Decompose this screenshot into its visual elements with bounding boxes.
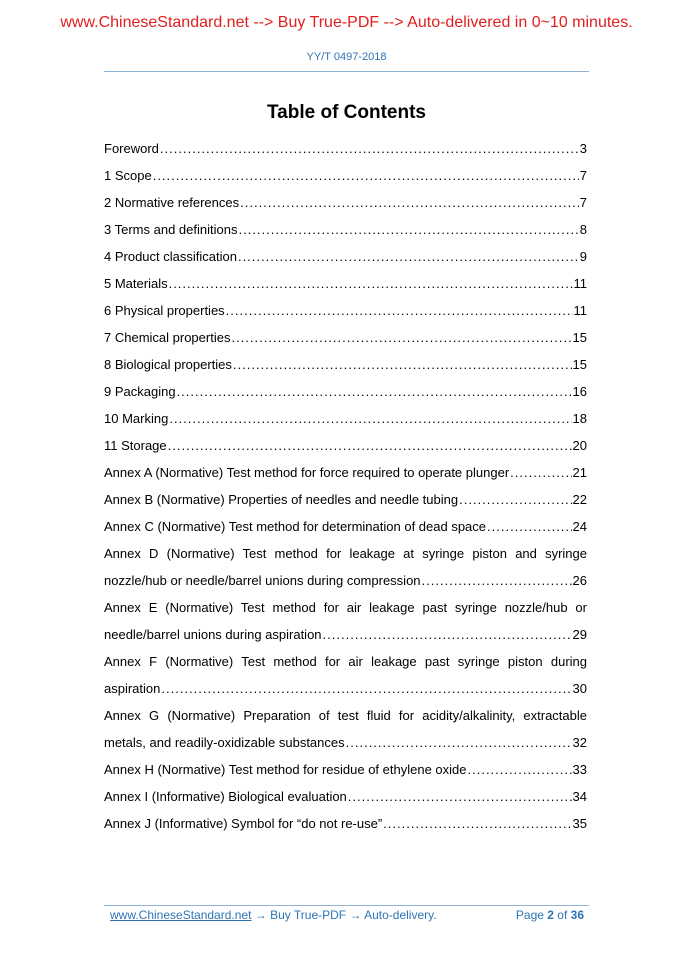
dot-leader [459, 486, 571, 513]
toc-entry[interactable] [104, 459, 587, 486]
toc-entry-page: 15 [572, 357, 587, 372]
toc-entry[interactable] [104, 594, 587, 648]
toc-entry-page: 35 [572, 816, 587, 831]
toc-entry-label: Foreword [104, 141, 159, 156]
toc-entry-label: 3 Terms and definitions [104, 222, 238, 237]
site-link[interactable]: www.ChineseStandard.net [110, 908, 252, 922]
toc-entry-line1: Annex F (Normative) Test method for air leakage past syringe piston during [104, 654, 587, 669]
toc-entry-label: needle/barrel unions during aspiration [104, 627, 322, 642]
toc-entry-page: 9 [579, 249, 587, 264]
footer-rule [104, 905, 589, 906]
toc-entry-page: 34 [572, 789, 587, 804]
toc-entry-label: 11 Storage [104, 438, 167, 453]
toc-entry[interactable] [104, 270, 587, 297]
toc-entry-label: 6 Physical properties [104, 303, 225, 318]
dot-leader [468, 756, 572, 783]
toc-entry[interactable] [104, 297, 587, 324]
toc-entry[interactable] [104, 405, 587, 432]
toc-entry-label: Annex I (Informative) Biological evaluation [104, 789, 347, 804]
toc-entry-label: 5 Materials [104, 276, 168, 291]
dot-leader [177, 378, 572, 405]
toc-entry[interactable] [104, 243, 587, 270]
dot-leader [231, 324, 571, 351]
toc-entry[interactable] [104, 810, 587, 837]
header-rule [104, 71, 589, 72]
banner-text[interactable]: www.ChineseStandard.net --> Buy True-PDF --> Auto-delivered in 0~10 minutes. [60, 14, 633, 31]
toc-entry-label: nozzle/hub or needle/barrel unions during compression [104, 573, 421, 588]
toc-entry-line1: Annex D (Normative) Test method for leakage at syringe piston and syringe [104, 546, 587, 561]
toc-entry-page: 8 [579, 222, 587, 237]
toc-entry[interactable] [104, 756, 587, 783]
toc-entry-page: 21 [572, 465, 587, 480]
toc-entry-page: 3 [579, 141, 587, 156]
dot-leader [510, 459, 571, 486]
page-prefix: Page [515, 908, 548, 922]
dot-leader [422, 567, 572, 594]
dot-leader [240, 189, 579, 216]
toc-entry-label: aspiration [104, 681, 161, 696]
toc-entry-label: 10 Marking [104, 411, 169, 426]
toc-entry-line1: Annex G (Normative) Preparation of test fluid for acidity/alkalinity, extractable [104, 708, 587, 723]
toc-entry-page: 7 [579, 168, 587, 183]
toc-entry[interactable] [104, 648, 587, 702]
dot-leader [168, 432, 572, 459]
table-of-contents [104, 135, 587, 837]
toc-entry-page: 22 [572, 492, 587, 507]
toc-entry[interactable] [104, 324, 587, 351]
dot-leader [238, 243, 579, 270]
page-title: Table of Contents [266, 102, 427, 123]
toc-entry[interactable] [104, 540, 587, 594]
dot-leader [226, 297, 573, 324]
page-total: 36 [570, 908, 584, 922]
toc-entry-page: 11 [573, 303, 587, 318]
toc-entry-label: 4 Product classification [104, 249, 237, 264]
dot-leader [160, 135, 579, 162]
toc-entry-label: Annex B (Normative) Properties of needles and needle tubing [104, 492, 459, 507]
toc-entry[interactable] [104, 378, 587, 405]
toc-entry-page: 32 [572, 735, 587, 750]
toc-entry-label: 1 Scope [104, 168, 152, 183]
dot-leader [348, 783, 572, 810]
toc-entry-label: 2 Normative references [104, 195, 240, 210]
toc-entry[interactable] [104, 135, 587, 162]
toc-entry-label: Annex J (Informative) Symbol for “do not re-use” [104, 816, 383, 831]
toc-entry-page: 18 [572, 411, 587, 426]
dot-leader [233, 351, 572, 378]
toc-entry[interactable] [104, 486, 587, 513]
toc-entry-label: metals, and readily-oxidizable substances [104, 735, 345, 750]
dot-leader [238, 216, 578, 243]
toc-entry-label: 9 Packaging [104, 384, 176, 399]
toc-entry-page: 7 [579, 195, 587, 210]
toc-entry-label: Annex C (Normative) Test method for determination of dead space [104, 519, 487, 534]
page-number [516, 908, 584, 922]
toc-entry-label: 8 Biological properties [104, 357, 232, 372]
document-code: YY/T 0497-2018 [306, 51, 387, 63]
dot-leader [487, 513, 572, 540]
toc-entry[interactable] [104, 216, 587, 243]
dot-leader [383, 810, 571, 837]
toc-entry[interactable] [104, 513, 587, 540]
toc-entry-page: 24 [572, 519, 587, 534]
toc-entry-label: Annex A (Normative) Test method for force required to operate plunger [104, 465, 510, 480]
toc-entry-page: 26 [572, 573, 587, 588]
toc-entry-label: Annex H (Normative) Test method for residue of ethylene oxide [104, 762, 467, 777]
page-of: of [553, 908, 571, 922]
page-current: 2 [547, 908, 554, 922]
toc-entry-line1: Annex E (Normative) Test method for air leakage past syringe nozzle/hub or [104, 600, 587, 615]
toc-entry-page: 20 [572, 438, 587, 453]
toc-entry[interactable] [104, 351, 587, 378]
dot-leader [346, 729, 572, 756]
dot-leader [169, 405, 571, 432]
toc-entry-page: 16 [572, 384, 587, 399]
toc-entry[interactable] [104, 189, 587, 216]
toc-entry-page: 15 [572, 330, 587, 345]
toc-entry-page: 30 [572, 681, 587, 696]
page-footer [110, 908, 584, 922]
dot-leader [169, 270, 573, 297]
toc-entry-label: 7 Chemical properties [104, 330, 231, 345]
dot-leader [153, 162, 579, 189]
toc-entry-page: 33 [572, 762, 587, 777]
toc-entry[interactable] [104, 702, 587, 756]
dot-leader [161, 675, 571, 702]
toc-entry[interactable] [104, 162, 587, 189]
toc-entry[interactable] [104, 783, 587, 810]
footer-text: → Buy True-PDF → Auto-delivery. [251, 908, 437, 922]
toc-entry-page: 29 [572, 627, 587, 642]
toc-entry[interactable] [104, 432, 587, 459]
toc-entry-page: 11 [573, 276, 587, 291]
dot-leader [323, 621, 572, 648]
